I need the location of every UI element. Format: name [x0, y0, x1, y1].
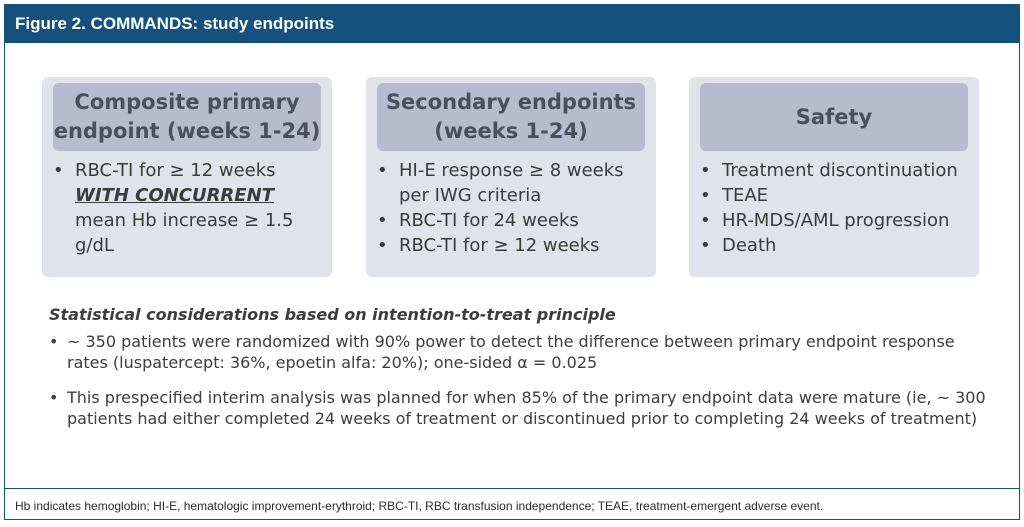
list-item: • This prespecified interim analysis was planned for when 85% of the primary endpoint data were mature (ie, ~ 300 patients had either completed 24 weeks of treatment or discontinued prior to completing 24 weeks of treatment)	[49, 387, 999, 429]
primary-endpoint-header: Composite primary endpoint (weeks 1-24)	[53, 83, 321, 151]
emphasis-text: WITH CONCURRENT	[75, 185, 274, 206]
safety-box	[689, 77, 979, 277]
safety-list	[700, 158, 975, 258]
safety-header: Safety	[700, 83, 968, 151]
primary-endpoint-box	[42, 77, 332, 277]
secondary-endpoints-box	[366, 77, 656, 277]
secondary-endpoints-list	[377, 158, 652, 258]
stats-heading: Statistical considerations based on intention-to-treat principle	[49, 305, 616, 324]
list-item: • HI-E response ≥ 8 weeks per IWG criteria	[377, 158, 652, 208]
primary-endpoint-list	[53, 158, 328, 258]
list-item: • ~ 350 patients were randomized with 90% power to detect the difference between primary endpoint response rates (luspatercept: 36%, epoetin alfa: 20%); one-sided α = 0.025	[49, 331, 999, 373]
footnote: Hb indicates hemoglobin; HI-E, hematologic improvement-erythroid; RBC-TI, RBC transfusion independence; TEAE, treatment-emergent adverse event.	[15, 499, 824, 513]
secondary-endpoints-header: Secondary endpoints (weeks 1-24)	[377, 83, 645, 151]
list-item: • Death	[700, 233, 975, 258]
list-item: • RBC-TI for ≥ 12 weeks	[377, 233, 652, 258]
list-item: • HR-MDS/AML progression	[700, 208, 975, 233]
list-item: • Treatment discontinuation	[700, 158, 975, 183]
list-item: • RBC-TI for 24 weeks	[377, 208, 652, 233]
stats-list	[49, 331, 999, 443]
list-item: • RBC-TI for ≥ 12 weeks WITH CONCURRENT mean Hb increase ≥ 1.5 g/dL	[53, 158, 328, 258]
footer-divider	[5, 488, 1019, 489]
figure-title: Figure 2. COMMANDS: study endpoints	[5, 5, 1019, 43]
figure-panel	[4, 4, 1020, 520]
list-item: • TEAE	[700, 183, 975, 208]
